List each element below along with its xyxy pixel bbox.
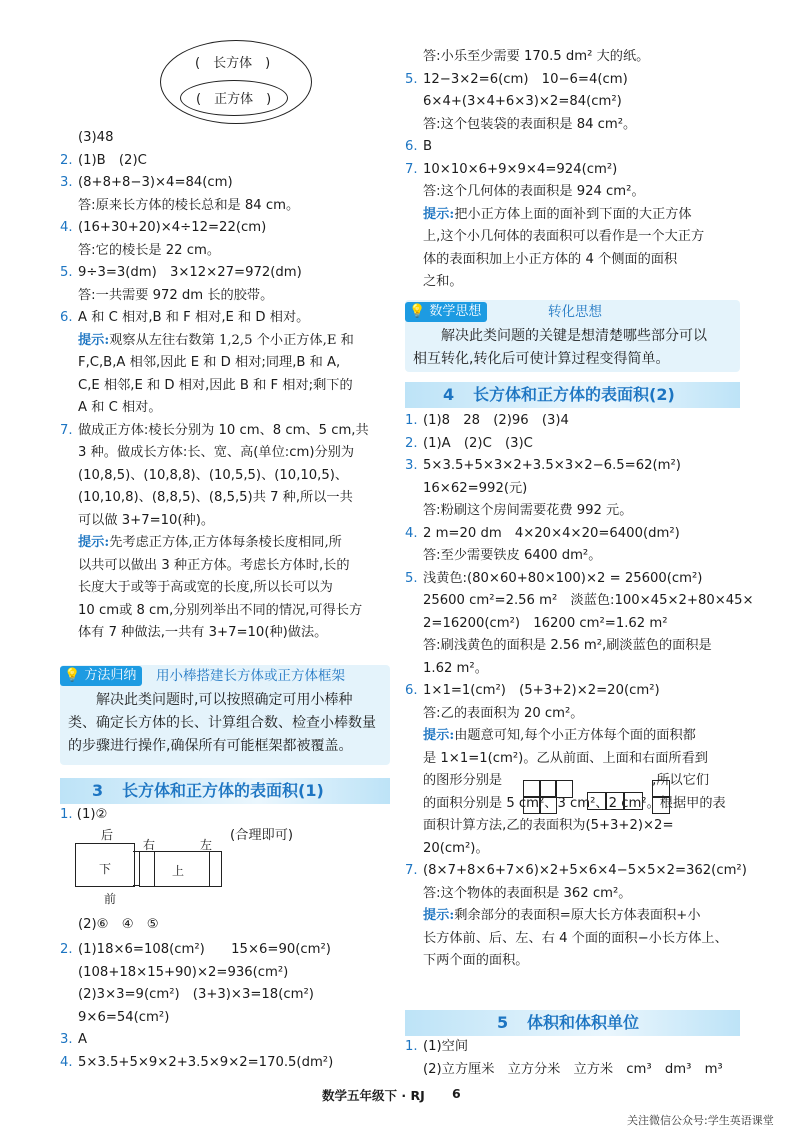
line-text: 答:一共需要 972 dm 长的胶带。 [78, 287, 274, 303]
right2-line [423, 614, 668, 634]
question-number: 6. [405, 139, 418, 154]
left-line [78, 398, 162, 418]
question-number: 6. [405, 683, 418, 698]
left-line [78, 376, 353, 396]
right2-line [423, 749, 708, 769]
left-line [78, 241, 220, 261]
right-line [423, 182, 645, 202]
right2-line [423, 479, 527, 499]
right-line [405, 160, 617, 180]
question-number: 5. [405, 71, 418, 87]
line-text: 把小正方体上面的面补到下面的大正方体 [454, 206, 692, 222]
question-number: 6. [60, 310, 73, 325]
right-line [405, 137, 432, 157]
right2-line [405, 456, 681, 476]
line-text: (8+8+8−3)×4=84(cm) [78, 175, 233, 190]
footer-text: 数学五年级下 · RJ [322, 1088, 425, 1103]
line-text: 可以做 3+7=10(种)。 [78, 512, 215, 528]
left-line [60, 308, 309, 328]
think-text-line: 解决此类问题的关键是想清楚哪些部分可以 [441, 328, 707, 344]
line-text: 20(cm²)。 [423, 840, 489, 856]
left-line [78, 286, 273, 306]
right2-line [405, 524, 680, 544]
right2-line [423, 816, 674, 836]
left-line [78, 128, 113, 148]
question-number: 2. [405, 435, 418, 451]
method-text-line: 的步骤进行操作,确保所有可能框架都被覆盖。 [68, 738, 353, 754]
right2-line [423, 794, 726, 814]
line-text-after: ,所以它们 [652, 773, 710, 788]
right2-line [423, 929, 728, 949]
line-text: 答:小乐至少需要 170.5 dm² 大的纸。 [423, 49, 650, 64]
left-line [78, 466, 348, 486]
right2-line [423, 501, 632, 521]
hint-label: 提示: [423, 728, 455, 743]
line-text: 25600 cm²=2.56 m² 淡蓝色:100×45×2+80×45× [423, 593, 754, 608]
think-text-line: 相互转化,转化后可使计算过程变得简单。 [413, 351, 670, 367]
question-number: 1. [405, 413, 418, 428]
line-text: 先考虑正方体,正方体每条棱长度相同,所 [109, 535, 342, 550]
right2-line [405, 411, 569, 431]
question-number: 1. [405, 1039, 418, 1054]
left2-line [78, 1008, 169, 1028]
left-line [78, 623, 327, 643]
net-note: (合理即可) [230, 828, 294, 843]
right2-line [423, 839, 489, 859]
left-line [60, 151, 147, 171]
right-line [423, 205, 692, 225]
left-line [60, 263, 302, 283]
right2-line [405, 861, 747, 881]
left-line [78, 556, 350, 576]
line-text: 2 m=20 dm 4×20×4×20=6400(dm²) [423, 525, 680, 541]
line-text: 3 种。做成长方体:长、宽、高(单位:cm)分别为 [78, 445, 355, 460]
line-text: 答:粉刷这个房间需要花费 992 元。 [423, 503, 633, 518]
line-text: 长方体前、后、左、右 4 个面的面积−小长方体上、 [423, 930, 728, 946]
left-line [78, 511, 214, 531]
line-text: A 和 C 相对。 [78, 400, 162, 415]
venn-outer-label: ( 长方体 ) [195, 56, 271, 71]
left-line [60, 173, 233, 193]
left-line [78, 353, 340, 373]
right2-line [423, 884, 631, 904]
line-text: 16×62=992(元) [423, 480, 528, 496]
line-text: 做成正方体:棱长分别为 10 cm、8 cm、5 cm,共 [78, 422, 369, 438]
question-number: 5. [60, 265, 73, 280]
line-text: 1×1=1(cm²) (5+3+2)×2=20(cm²) [423, 683, 660, 698]
question-number: 4. [60, 220, 73, 235]
line-text: 观察从左往右数第 1,2,5 个小正方体,E 和 [109, 332, 354, 348]
hint-label: 提示: [423, 206, 455, 222]
line-text: (1)18×6=108(cm²) 15×6=90(cm²) [78, 942, 331, 957]
left2-line [78, 985, 314, 1005]
line-text: A 和 C 相对,B 和 F 相对,E 和 D 相对。 [78, 310, 310, 325]
left2-line [60, 940, 331, 960]
method-tag: 💡 方法归纳 [60, 666, 142, 686]
left2-line [60, 1053, 333, 1073]
net-label-top: 上 [172, 864, 185, 878]
line-text: 1.62 m²。 [423, 660, 488, 676]
method-title: 用小棒搭建长方体或正方体框架 [156, 668, 345, 684]
left2-line [60, 1030, 87, 1050]
line-text: 10×10×6+9×9×4=924(cm²) [423, 161, 618, 177]
line-text: (1)B (2)C [78, 152, 147, 168]
line-text: (8×7+8×6+7×6)×2+5×6×4−5×5×2=362(cm²) [423, 863, 747, 878]
line-text: 剩余部分的表面积=原大长方体表面积+小 [454, 908, 701, 923]
line-text: (1)空间 [423, 1039, 469, 1054]
right2-line [405, 681, 660, 701]
line-text: 9÷3=3(dm) 3×12×27=972(dm) [78, 265, 302, 280]
right2-line [423, 726, 696, 746]
line-text: 答:至少需要铁皮 6400 dm²。 [423, 548, 602, 563]
line-text: 答:它的棱长是 22 cm。 [78, 242, 221, 258]
line-text: F,C,B,A 相邻,因此 E 和 D 相对;同理,B 和 A, [78, 355, 341, 370]
net-label-front: 前 [104, 892, 117, 906]
question-number: 4. [405, 525, 418, 541]
right-line [423, 92, 622, 112]
watermark: 关注微信公众号:学生英语课堂 [627, 1114, 774, 1127]
method-text-line: 类、确定长方体的长、计算组合数、检查小棒数量 [68, 715, 376, 731]
right-line [423, 250, 677, 270]
line-text: 答:刷浅黄色的面积是 2.56 m²,刷淡蓝色的面积是 [423, 638, 712, 653]
left-line [78, 533, 342, 553]
q31-part2: (2)⑥ ④ ⑤ [78, 917, 159, 932]
line-text: 答:乙的表面积为 20 cm²。 [423, 705, 584, 721]
right2-line [423, 704, 584, 724]
line-text: 面积计算方法,乙的表面积为(5+3+2)×2= [423, 818, 674, 833]
line-text: 答:这个物体的表面积是 362 cm²。 [423, 885, 632, 901]
right2-line [405, 434, 533, 454]
left-line [60, 421, 369, 441]
line-text: (10,10,8)、(8,8,5)、(8,5,5)共 7 种,所以一共 [78, 490, 353, 505]
question-number: 3. [60, 1032, 73, 1047]
question-number: 3. [405, 458, 418, 473]
right-line [423, 227, 704, 247]
line-text: 答:原来长方体的棱长总和是 84 cm。 [78, 197, 300, 213]
question-number: 3. [60, 175, 73, 190]
line-text: 浅黄色:(80×60+80×100)×2 = 25600(cm²) [423, 570, 703, 586]
line-text: (108+18×15+90)×2=936(cm²) [78, 964, 289, 980]
section-5-header: 5 体积和体积单位 [405, 1010, 740, 1036]
section-4-header: 4 长方体和正方体的表面积(2) [405, 382, 740, 408]
line-text: (2)3×3=9(cm²) (3+3)×3=18(cm²) [78, 987, 314, 1002]
right2-line [423, 906, 701, 926]
line-text: (1)8 28 (2)96 (3)4 [423, 413, 569, 428]
line-text: (16+30+20)×4÷12=22(cm) [78, 220, 267, 235]
right2-line [423, 546, 601, 566]
q31-line: 1. (1)② [60, 807, 108, 822]
right3-line [423, 1060, 723, 1080]
page-number: 6 [452, 1086, 461, 1101]
hint-label: 提示: [423, 908, 455, 923]
left2-line [78, 963, 288, 983]
question-number: 7. [405, 161, 418, 177]
net-label-bottom: 下 [99, 862, 112, 876]
net-label-right: 右 [143, 838, 156, 852]
line-text: 答:这个包装袋的表面积是 84 cm²。 [423, 116, 637, 132]
left-line [78, 331, 354, 351]
line-text: (2)立方厘米 立方分米 立方米 cm³ dm³ m³ [423, 1061, 723, 1077]
hint-label: 提示: [78, 332, 110, 348]
right2-line [423, 951, 529, 971]
question-number: 2. [60, 152, 73, 168]
right-line [405, 70, 628, 90]
question-number: 7. [60, 422, 73, 438]
think-title: 转化思想 [548, 304, 602, 320]
line-text: 长度大于或等于高或宽的长度,所以长可以为 [78, 580, 333, 595]
net-label-left: 左 [200, 838, 213, 852]
line-text: 以共可以做出 3 种正方体。考虑长方体时,长的 [78, 557, 350, 573]
line-text: C,E 相邻,E 和 D 相对,因此 B 和 F 相对;剩下的 [78, 377, 353, 393]
line-text: (1)A (2)C (3)C [423, 435, 533, 451]
right2-line [423, 659, 488, 679]
question-number: 7. [405, 863, 418, 878]
hint-label: 提示: [78, 535, 110, 550]
left-line [78, 488, 353, 508]
right2-line [423, 591, 754, 611]
right2-line [423, 636, 712, 656]
line-text: (3)48 [78, 130, 114, 145]
line-text: B [423, 139, 433, 154]
right-line [423, 115, 636, 135]
line-text: 答:这个几何体的表面积是 924 cm²。 [423, 184, 645, 199]
line-text: 的图形分别是 [423, 773, 503, 788]
left-line [78, 578, 333, 598]
question-number: 5. [405, 570, 418, 586]
think-tag: 💡 数学思想 [405, 302, 487, 322]
question-number: 2. [60, 942, 73, 957]
line-text: 5×3.5+5×9×2+3.5×9×2=170.5(dm²) [78, 1054, 334, 1070]
right-line [423, 272, 463, 292]
question-number: 4. [60, 1054, 73, 1070]
line-text: 是 1×1=1(cm²)。乙从前面、上面和右面所看到 [423, 750, 708, 766]
line-text: (10,8,5)、(10,8,8)、(10,5,5)、(10,10,5)、 [78, 467, 349, 483]
right2-line [405, 569, 702, 589]
right-line [423, 47, 649, 67]
left-line [78, 196, 299, 216]
venn-inner-label: ( 正方体 ) [196, 92, 272, 107]
line-text: 5×3.5+5×3×2+3.5×3×2−6.5=62(m²) [423, 458, 681, 473]
line-text: 体有 7 种做法,一共有 3+7=10(种)做法。 [78, 625, 328, 640]
section-3-header: 3 长方体和正方体的表面积(1) [60, 778, 390, 804]
net-label-back: 后 [101, 828, 114, 842]
left-line [78, 443, 354, 463]
line-text: 2=16200(cm²) 16200 cm²=1.62 m² [423, 615, 668, 631]
left-line [60, 218, 266, 238]
line-text: 之和。 [423, 274, 463, 289]
line-text: 的面积分别是 5 cm²、3 cm²、2 cm²。根据甲的表 [423, 795, 726, 811]
right3-line [405, 1037, 468, 1057]
left-line [78, 601, 362, 621]
line-text: 下两个面的面积。 [423, 953, 529, 968]
line-text: 9×6=54(cm²) [78, 1009, 170, 1025]
line-text: A [78, 1032, 88, 1047]
method-text-line: 解决此类问题时,可以按照确定可用小棒种 [96, 692, 353, 708]
line-text: 由题意可知,每个小正方体每个面的面积都 [454, 728, 696, 743]
line-text: 12−3×2=6(cm) 10−6=4(cm) [423, 71, 628, 87]
line-text: 上,这个小几何体的表面积可以看作是一个大正方 [423, 229, 705, 244]
line-text: 体的表面积加上小正方体的 4 个侧面的面积 [423, 251, 678, 267]
line-text: 10 cm或 8 cm,分别列举出不同的情况,可得长方 [78, 602, 363, 618]
line-text: 6×4+(3×4+6×3)×2=84(cm²) [423, 94, 622, 109]
